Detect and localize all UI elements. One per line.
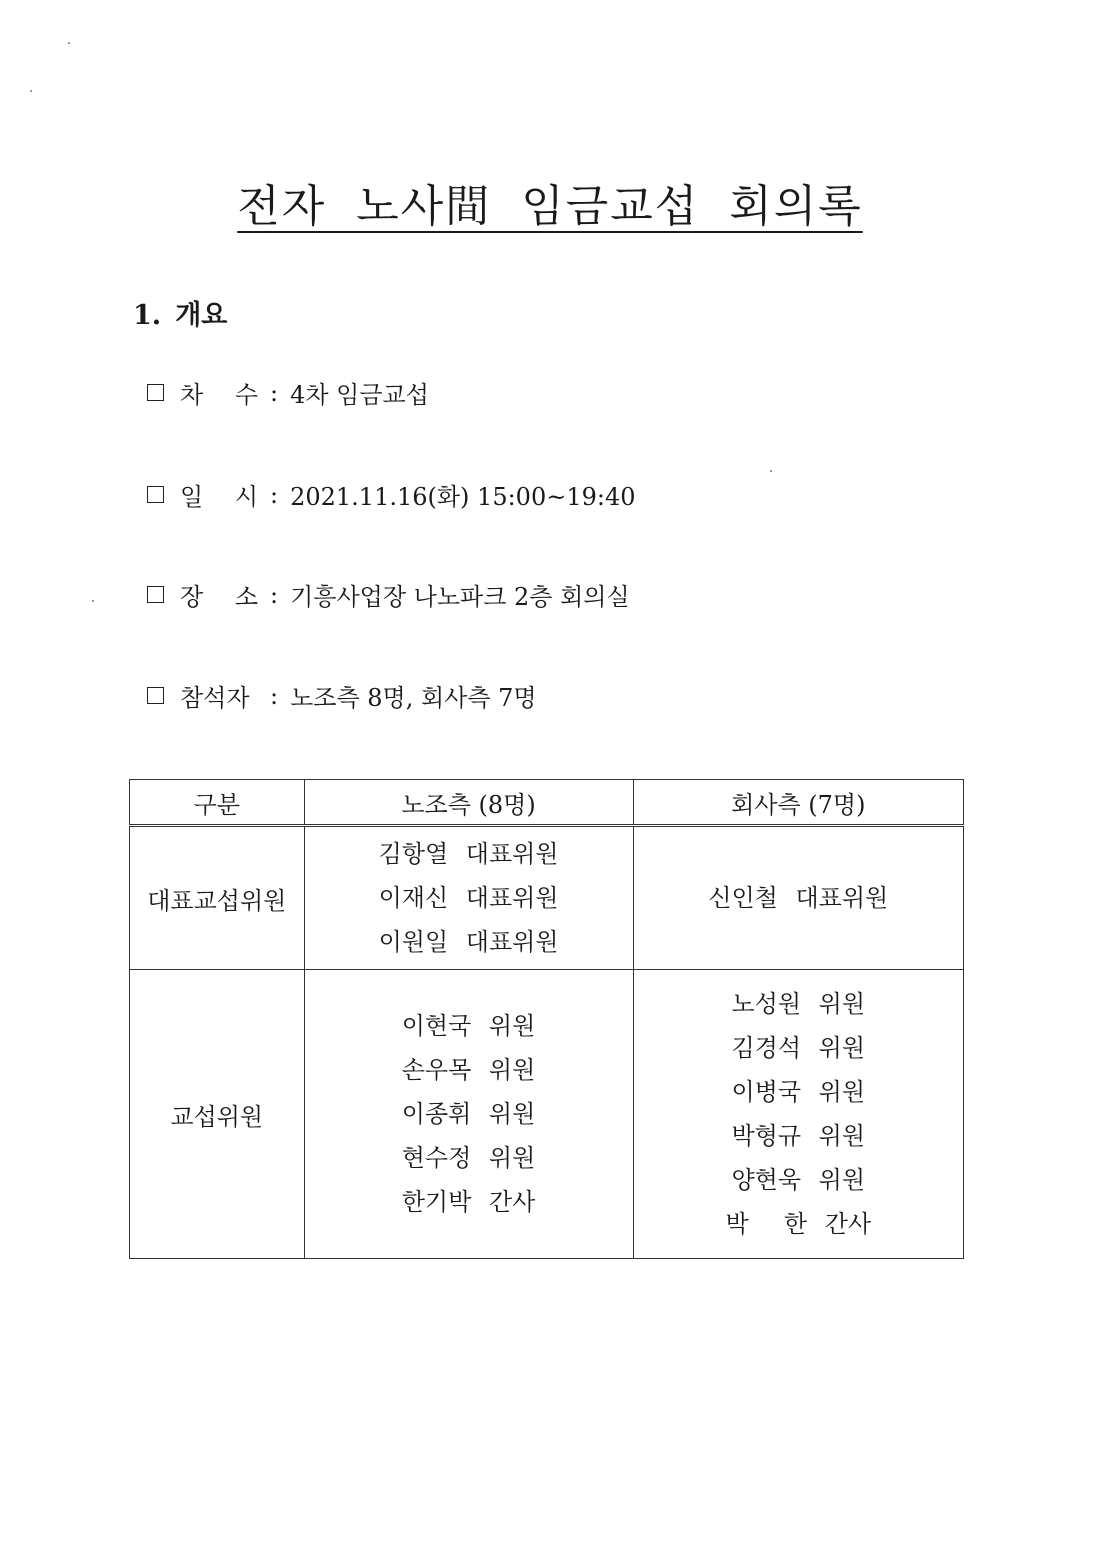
member-name: 이현국 위원 bbox=[401, 1012, 536, 1040]
table-row bbox=[130, 826, 964, 970]
colon: : bbox=[270, 681, 279, 710]
member-name: 박형규 위원 bbox=[731, 1122, 866, 1150]
scan-speck bbox=[68, 42, 70, 44]
document-title-text: 전자 노사間 임금교섭 회의록 bbox=[237, 181, 863, 232]
colon: : bbox=[270, 378, 279, 407]
colon: : bbox=[270, 580, 279, 609]
checkbox-square-icon bbox=[147, 384, 164, 401]
overview-label: 참석자 bbox=[180, 684, 250, 712]
category-cell: 교섭위원 bbox=[130, 970, 305, 1259]
member-name: 노성원 위원 bbox=[731, 990, 866, 1018]
overview-label: 장 소 bbox=[180, 583, 258, 611]
header-category: 구분 bbox=[130, 780, 305, 826]
overview-item-session bbox=[147, 375, 429, 410]
overview-label: 일 시 bbox=[180, 483, 258, 511]
member-name: 신인철 대표위원 bbox=[708, 884, 889, 912]
member-name: 이원일 대표위원 bbox=[378, 928, 559, 956]
company-names-cell bbox=[633, 970, 963, 1259]
member-name: 이종휘 위원 bbox=[401, 1100, 536, 1128]
company-names-cell bbox=[633, 826, 963, 970]
overview-value: 4차 임금교섭 bbox=[290, 381, 429, 409]
overview-item-location bbox=[147, 577, 630, 612]
member-name: 한기박 간사 bbox=[401, 1188, 536, 1216]
member-name: 양현욱 위원 bbox=[731, 1166, 866, 1194]
checkbox-square-icon bbox=[147, 586, 164, 603]
header-company: 회사측 (7명) bbox=[633, 780, 963, 826]
section-heading bbox=[133, 293, 227, 332]
table-row bbox=[130, 970, 964, 1259]
union-names-cell bbox=[304, 826, 633, 970]
overview-label: 차 수 bbox=[180, 381, 258, 409]
overview-item-attendees bbox=[147, 678, 537, 713]
overview-item-datetime bbox=[147, 477, 636, 512]
checkbox-square-icon bbox=[147, 486, 164, 503]
category-cell: 대표교섭위원 bbox=[130, 826, 305, 970]
member-name: 현수정 위원 bbox=[401, 1144, 536, 1172]
union-names-cell bbox=[304, 970, 633, 1259]
table-header-row bbox=[130, 780, 964, 826]
member-name: 이병국 위원 bbox=[731, 1078, 866, 1106]
overview-value: 2021.11.16(화) 15:00~19:40 bbox=[290, 483, 636, 511]
scan-speck bbox=[30, 90, 32, 92]
member-name: 박 한 간사 bbox=[725, 1210, 872, 1238]
colon: : bbox=[270, 480, 279, 509]
scan-speck bbox=[92, 600, 94, 602]
overview-value: 기흥사업장 나노파크 2층 회의실 bbox=[290, 583, 630, 611]
scan-speck bbox=[770, 470, 772, 472]
member-name: 김항열 대표위원 bbox=[378, 840, 559, 868]
section-title: 개요 bbox=[175, 300, 228, 331]
document-title bbox=[0, 170, 1100, 234]
section-number: 1. bbox=[133, 300, 162, 331]
member-name: 김경석 위원 bbox=[731, 1034, 866, 1062]
overview-value: 노조측 8명, 회사측 7명 bbox=[290, 684, 537, 712]
checkbox-square-icon bbox=[147, 687, 164, 704]
member-name: 손우목 위원 bbox=[401, 1056, 536, 1084]
header-union: 노조측 (8명) bbox=[304, 780, 633, 826]
attendees-table bbox=[129, 779, 964, 1259]
member-name: 이재신 대표위원 bbox=[378, 884, 559, 912]
